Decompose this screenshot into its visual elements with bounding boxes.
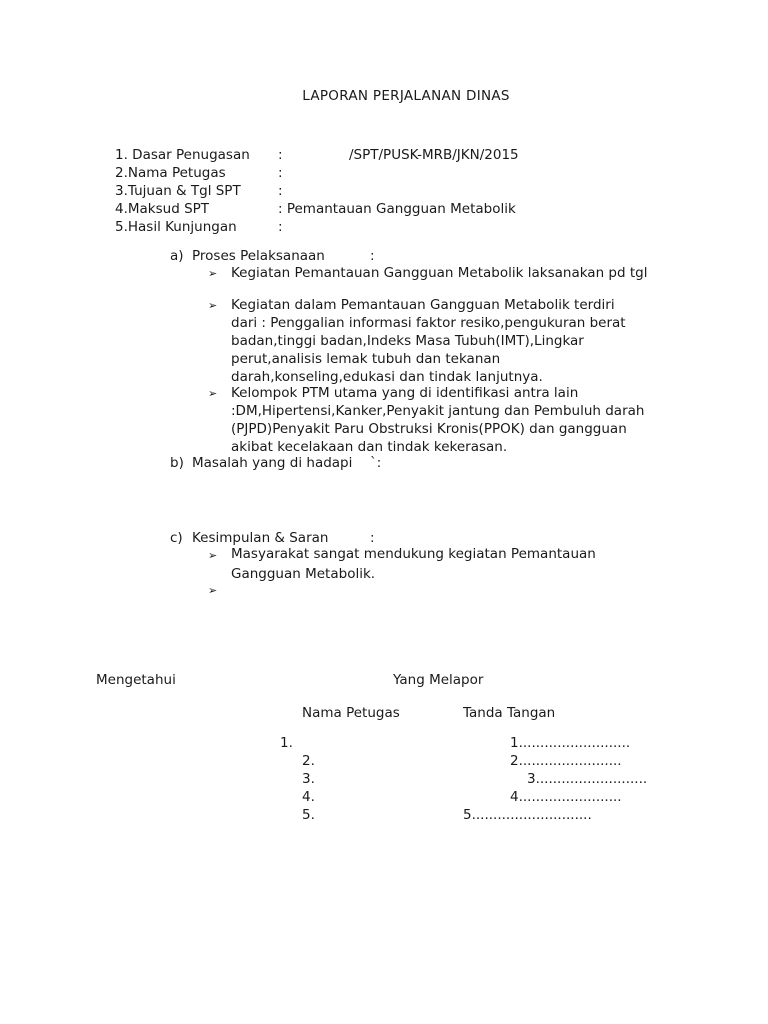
bullet-paragraph — [231, 296, 675, 386]
row-number: 1. — [280, 735, 293, 751]
section-heading: Kesimpulan & Saran — [192, 530, 329, 546]
bullet-line: (PJPD)Penyakit Paru Obstruksi Kronis(PPOK) dan gangguan — [231, 421, 627, 437]
row-number: 5. — [302, 807, 315, 823]
section-marker: a) — [170, 248, 184, 264]
signature-line: 5............................ — [463, 807, 592, 823]
bullet-line: darah,konseling,edukasi dan tindak lanjutnya. — [231, 369, 543, 385]
bullet-line: dari : Penggalian informasi faktor resiko,pengukuran berat — [231, 315, 626, 331]
field-colon: : — [278, 183, 283, 199]
signature-line: 2........................ — [510, 753, 622, 769]
signature-line: 3.......................... — [527, 771, 648, 787]
signature-line: 1.......................... — [510, 735, 631, 751]
section-marker: c) — [170, 530, 183, 546]
field-label: 1. Dasar Penugasan — [115, 147, 250, 163]
reporter-label: Yang Melapor — [393, 672, 484, 688]
section-heading: Masalah yang di hadapi — [192, 455, 353, 471]
bullet-arrow-icon: ➢ — [208, 584, 218, 597]
bullet-text: Kegiatan Pemantauan Gangguan Metabolik laksanakan pd tgl — [231, 265, 648, 281]
row-number: 3. — [302, 771, 315, 787]
row-number: 2. — [302, 753, 315, 769]
field-label: 5.Hasil Kunjungan — [115, 219, 237, 235]
section-colon: : — [370, 248, 375, 264]
document-title: LAPORAN PERJALANAN DINAS — [302, 88, 510, 104]
bullet-line: Gangguan Metabolik. — [231, 566, 376, 582]
signature-line: 4........................ — [510, 789, 622, 805]
signature-header: Tanda Tangan — [463, 705, 556, 721]
acknowledged-label: Mengetahui — [96, 672, 176, 688]
section-heading: Proses Pelaksanaan — [192, 248, 325, 264]
bullet-line: :DM,Hipertensi,Kanker,Penyakit jantung dan Pembuluh darah — [231, 403, 645, 419]
field-colon: : — [278, 219, 283, 235]
officer-name-header: Nama Petugas — [302, 705, 400, 721]
field-label: 2.Nama Petugas — [115, 165, 226, 181]
field-label: 3.Tujuan & Tgl SPT — [115, 183, 241, 199]
field-colon: : Pemantauan Gangguan Metabolik — [278, 201, 516, 217]
field-colon: : — [278, 147, 283, 163]
row-number: 4. — [302, 789, 315, 805]
bullet-line: Kelompok PTM utama yang di identifikasi antra lain — [231, 385, 579, 401]
section-colon: : — [370, 530, 375, 546]
bullet-arrow-icon: ➢ — [208, 267, 218, 280]
bullet-arrow-icon: ➢ — [208, 549, 218, 562]
bullet-line: akibat kecelakaan dan tindak kekerasan. — [231, 439, 508, 455]
section-colon: `: — [370, 455, 382, 471]
field-label: 4.Maksud SPT — [115, 201, 210, 217]
field-colon: : — [278, 165, 283, 181]
bullet-line: Masyarakat sangat mendukung kegiatan Pemantauan — [231, 546, 596, 562]
bullet-line: Kegiatan dalam Pemantauan Gangguan Metabolik terdiri — [231, 297, 615, 313]
bullet-arrow-icon: ➢ — [208, 387, 218, 400]
bullet-arrow-icon: ➢ — [208, 299, 218, 312]
section-marker: b) — [170, 455, 184, 471]
bullet-line: badan,tinggi badan,Indeks Masa Tubuh(IMT),Lingkar — [231, 333, 584, 349]
bullet-line: perut,analisis lemak tubuh dan tekanan — [231, 351, 501, 367]
bullet-paragraph — [231, 384, 675, 456]
field-value: /SPT/PUSK-MRB/JKN/2015 — [349, 147, 519, 163]
